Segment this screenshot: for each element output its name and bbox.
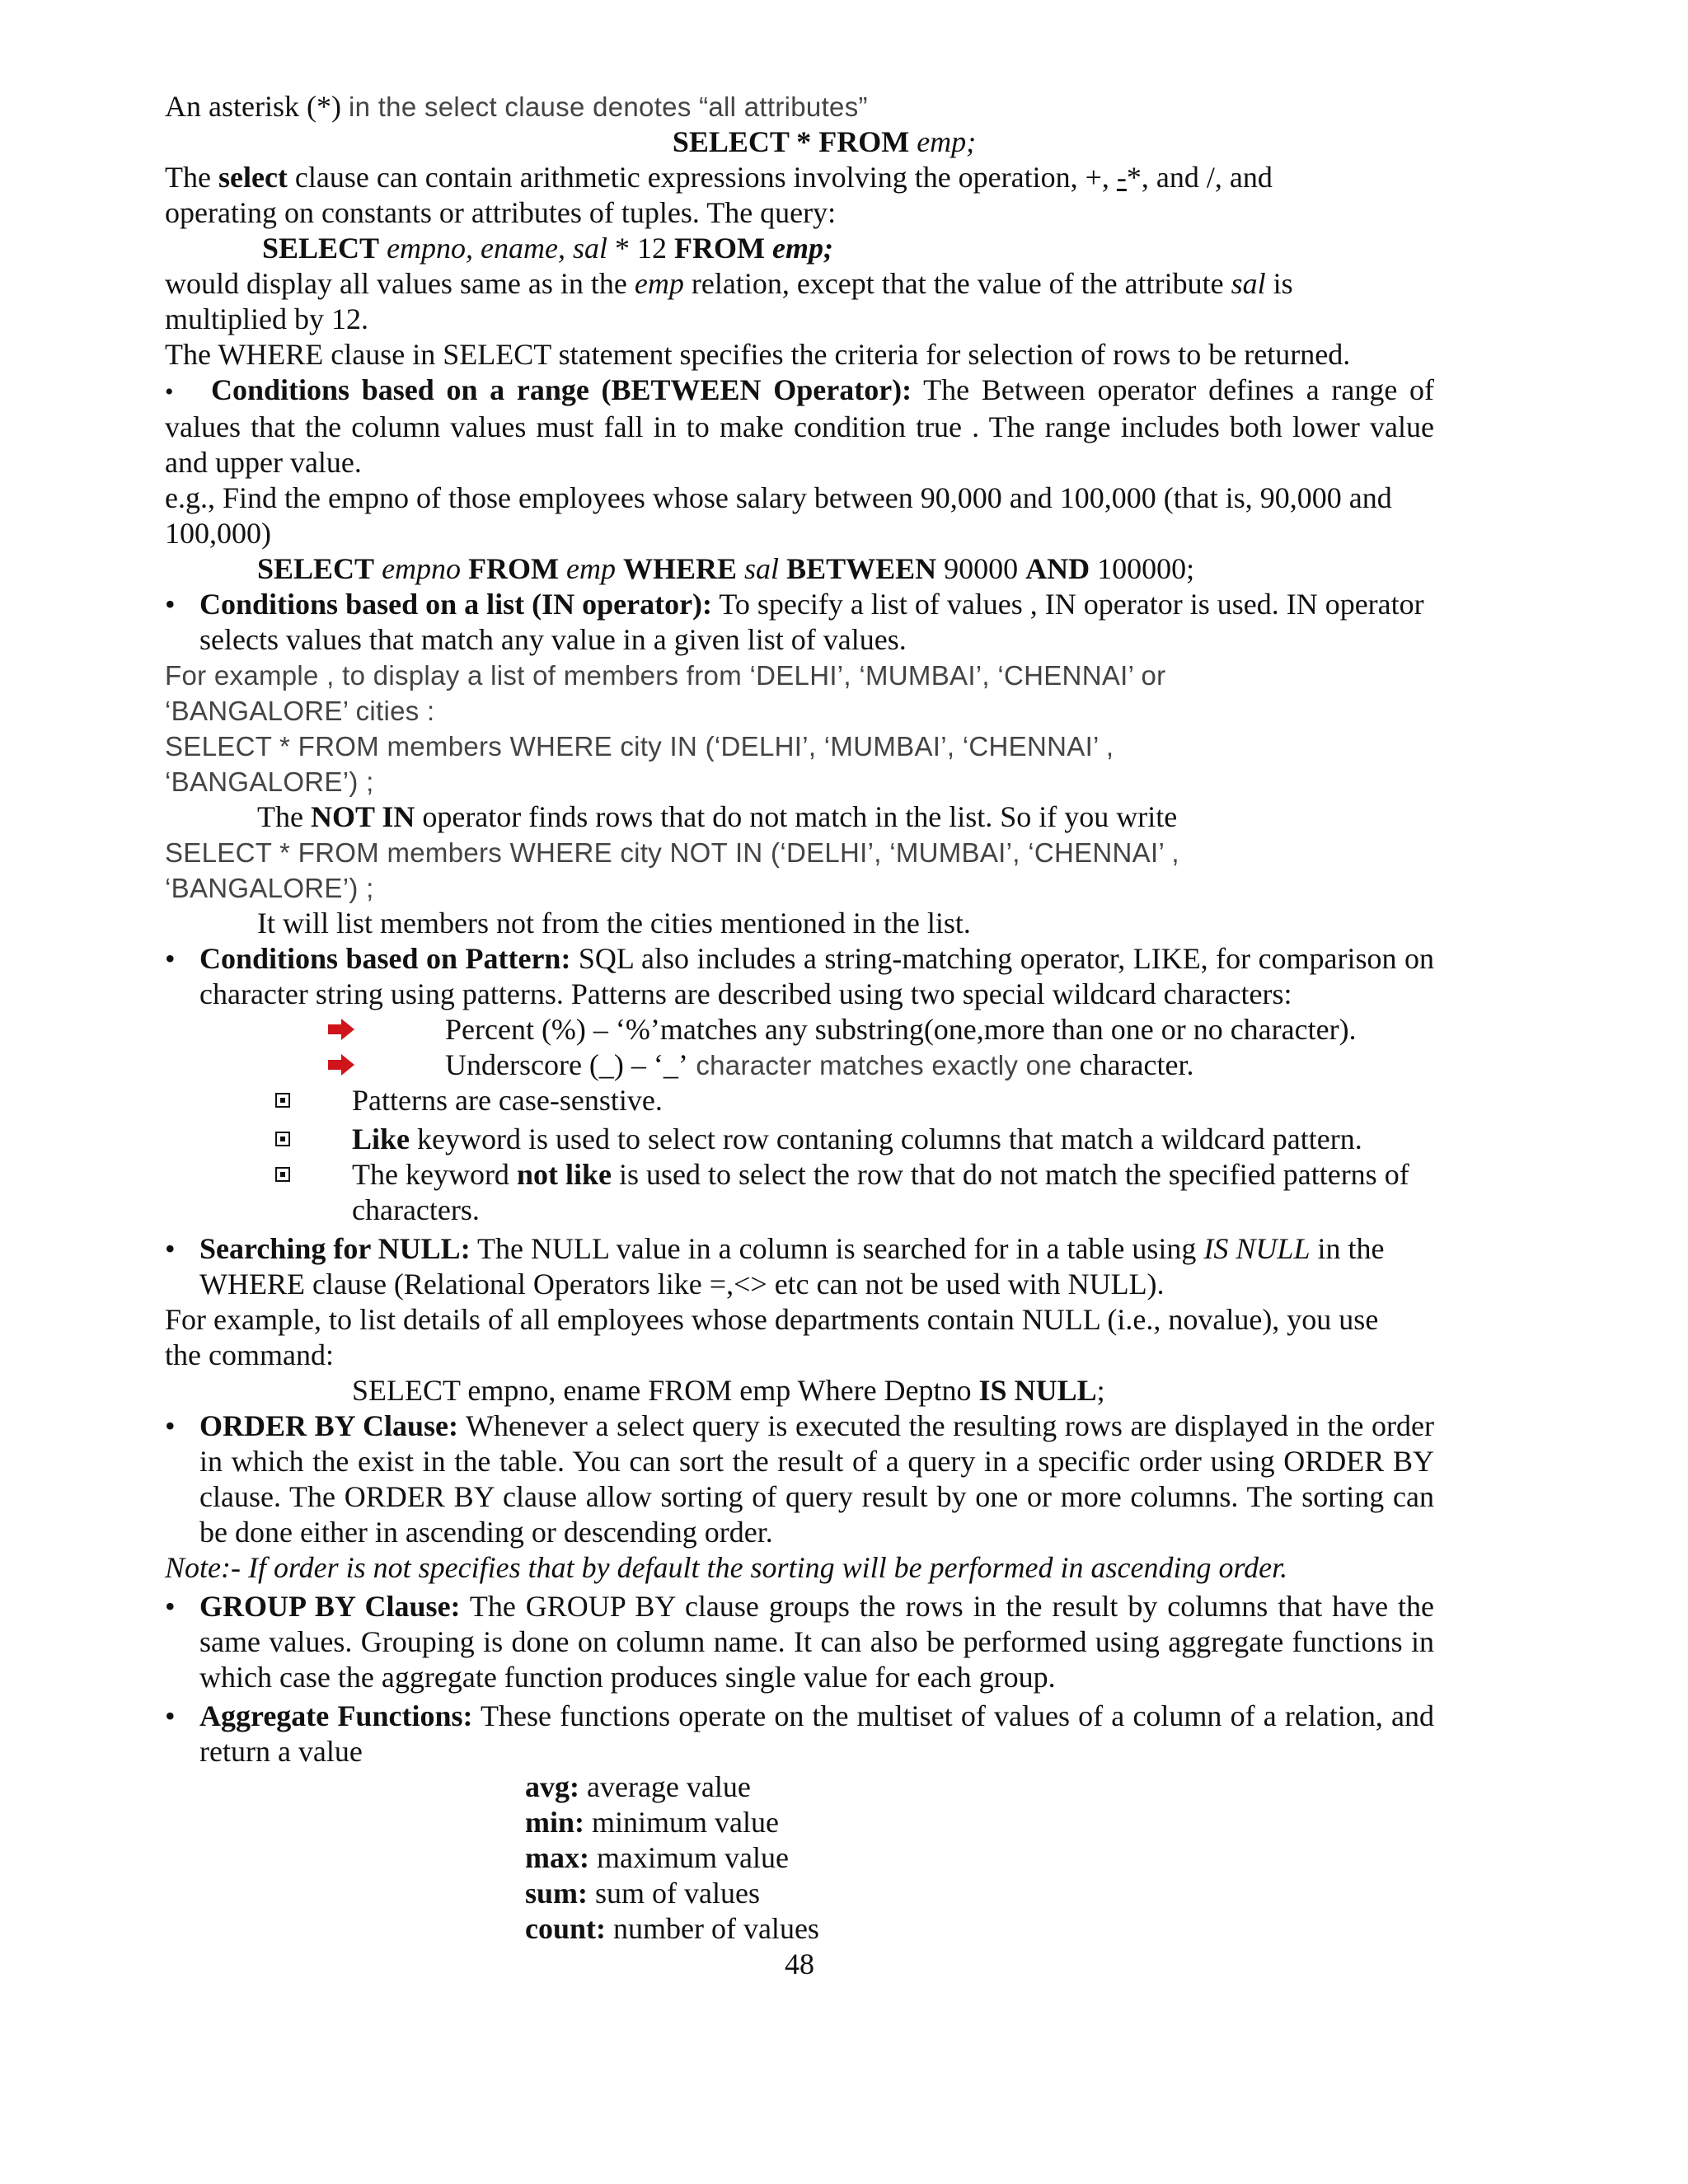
paragraph-display-cont: multiplied by 12. [165,302,368,335]
aggregate-item: max: maximum value [525,1841,789,1874]
red-arrow-icon [326,1017,356,1042]
note-not-like: The keyword not like is used to select the row that do not match the specified patterns of characters. [165,1157,1434,1228]
paragraph-display: would display all values same as in the emp relation, except that the value of the attribute sal is [165,267,1293,300]
aggregate-item: min: minimum value [525,1806,779,1839]
wildcard-underscore: Underscore (_) – ‘_’ character matches exactly one character. [165,1047,1434,1083]
wildcard-percent: Percent (%) – ‘%’matches any substring(one,more than one or no character). [165,1012,1434,1047]
bullet-icon: • [165,1232,176,1265]
bullet-aggregate: • Aggregate Functions: These functions operate on the multiset of values of a column of a relation, and return a value [165,1699,1434,1768]
note-like: Like keyword is used to select row contaning columns that match a wildcard pattern. [165,1122,1434,1157]
aggregate-item: count: number of values [525,1912,819,1945]
code-select-all: SELECT * FROM emp; [672,125,977,158]
aggregate-item: sum: sum of values [525,1877,760,1910]
bullet-pattern: • Conditions based on Pattern: SQL also includes a string-matching operator, LIKE, for comparison on character string using patterns. Patterns are described using two special wildcard characters: [165,942,1434,1010]
bullet-in: • Conditions based on a list (IN operator): To specify a list of values , IN operator is used. IN operator selects values that match any value in a given list of values. [165,588,1424,656]
scan-code-in-1: SELECT * FROM members WHERE city IN (‘DELHI’, ‘MUMBAI’, ‘CHENNAI’ , [165,731,1114,762]
aggregate-list [165,1769,1434,1947]
paragraph-not-in-result: It will list members not from the cities mentioned in the list. [257,907,971,940]
note-order: Note:- If order is not specifies that by default the sorting will be performed in ascending order. [165,1551,1288,1584]
paragraph-not-in: The NOT IN operator finds rows that do not match in the list. So if you write [257,800,1178,833]
bullet-between: • Conditions based on a range (BETWEEN Operator): The Between operator defines a range of values that the column values must fall in to make condition true . The range includes both lower value and upper value. [165,373,1434,479]
bullet-icon: • [165,588,176,621]
code-is-null: SELECT empno, ename FROM emp Where Deptno IS NULL; [352,1374,1105,1407]
document-page [165,89,1434,2083]
paragraph-asterisk: An asterisk (*) in the select clause denotes “all attributes” [165,90,868,123]
bullet-icon: • [165,942,176,975]
note-case-sensitive: Patterns are case-senstive. [165,1083,1434,1118]
paragraph-arithmetic-cont: operating on constants or attributes of tuples. The query: [165,196,837,229]
bullet-order-by: • ORDER BY Clause: Whenever a select query is executed the resulting rows are displayed in the order in which the exist in the table. You can sort the result of a query in a specific order using ORDER BY clause. The ORDER BY clause allow sorting of query result by one or more columns. The sorting can be done either in ascending or descending order. [165,1409,1434,1549]
page-number: 48 [785,1947,814,1980]
paragraph-arithmetic: The select clause can contain arithmetic expressions involving the operation, +, -*, and /, and [165,161,1273,194]
scan-code-not-in-1: SELECT * FROM members WHERE city NOT IN (‘DELHI’, ‘MUMBAI’, ‘CHENNAI’ , [165,837,1179,868]
bullet-icon: • [165,1590,176,1623]
bullet-null: • Searching for NULL: The NULL value in a column is searched for in a table using IS NULL in the WHERE clause (Relational Operators like =,<> etc can not be used with NULL). [165,1232,1385,1301]
bullet-icon: • [165,1699,176,1732]
boxed-bullet-icon [275,1132,290,1146]
bullet-group-by: • GROUP BY Clause: The GROUP BY clause groups the rows in the result by columns that have the same values. Grouping is done on column name. It can also be performed using aggregate functions in which case the aggregate function produces single value for each group. [165,1590,1434,1694]
code-select-sal: SELECT empno, ename, sal * 12 FROM emp; [262,232,833,265]
bullet-icon: • [165,378,174,405]
red-arrow-icon [326,1052,356,1077]
paragraph-null-example: For example, to list details of all employees whose departments contain NULL (i.e., novalue), you use the command: [165,1303,1379,1371]
scan-code-not-in-2: ‘BANGALORE’) ; [165,873,374,903]
paragraph-example-between: e.g., Find the empno of those employees whose salary between 90,000 and 100,000 (that is, 90,000 and 100,000) [165,481,1392,550]
boxed-bullet-icon [275,1167,290,1182]
scan-code-in-2: ‘BANGALORE’) ; [165,766,374,797]
code-between: SELECT empno FROM emp WHERE sal BETWEEN 90000 AND 100000; [257,552,1195,585]
bullet-icon: • [165,1409,176,1442]
scan-example-in-1: For example , to display a list of members from ‘DELHI’, ‘MUMBAI’, ‘CHENNAI’ or [165,660,1166,691]
boxed-bullet-icon [275,1093,290,1108]
aggregate-item: avg: average value [525,1770,751,1803]
scan-example-in-2: ‘BANGALORE’ cities : [165,696,435,726]
paragraph-where: The WHERE clause in SELECT statement specifies the criteria for selection of rows to be returned. [165,338,1351,371]
